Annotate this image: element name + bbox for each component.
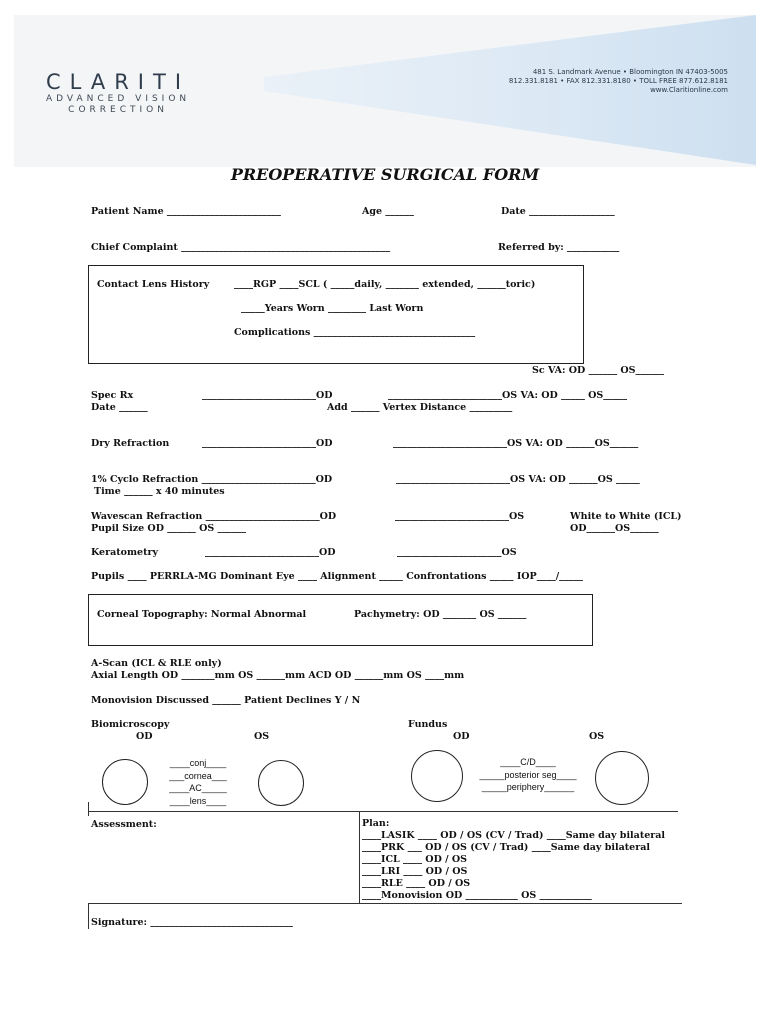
keratometry-os-field[interactable]: ______________________OS xyxy=(397,547,517,558)
bio-os-label: OS xyxy=(254,731,270,742)
white-to-white-label: White to White (ICL) xyxy=(570,511,682,522)
spec-rx-od-field[interactable]: ________________________OD xyxy=(202,390,333,401)
plan-lri[interactable]: ____LRI ____ OD / OS xyxy=(362,866,468,877)
fundus-label: Fundus xyxy=(408,719,448,730)
dry-refraction-label: Dry Refraction xyxy=(91,438,170,449)
cyclo-refraction-field[interactable]: 1% Cyclo Refraction ________________________OD xyxy=(91,474,333,485)
cyclo-time-field[interactable]: Time ______ x 40 minutes xyxy=(94,486,225,497)
signature-field[interactable]: Signature: ______________________________ xyxy=(91,917,293,928)
complications-field[interactable]: Complications __________________________________ xyxy=(234,327,476,338)
bio-os-eye-diagram[interactable] xyxy=(258,760,304,806)
address-block xyxy=(509,68,728,95)
age-field[interactable]: Age ______ xyxy=(362,206,414,217)
clariti-logo xyxy=(46,70,190,116)
website-line: www.Claritionline.com xyxy=(650,86,728,94)
plan-lasik[interactable]: ____LASIK ____ OD / OS (CV / Trad) ____Same day bilateral xyxy=(362,830,666,841)
cd-field[interactable]: ____C/D____ xyxy=(500,757,556,767)
logo-subtitle-2: CORRECTION xyxy=(68,105,168,115)
logo-text: CLARITI xyxy=(46,70,191,94)
patient-name-field[interactable]: Patient Name ________________________ xyxy=(91,206,281,217)
fundus-findings-list[interactable] xyxy=(470,756,586,794)
ascan-label: A-Scan (ICL & RLE only) xyxy=(91,658,222,669)
ac-field[interactable]: ____AC_____ xyxy=(169,783,227,793)
cyclo-os-field[interactable]: ________________________OS VA: OD ______OS _____ xyxy=(396,474,640,485)
axial-length-field[interactable]: Axial Length OD _______mm OS ______mm ACD OD ______mm OS ____mm xyxy=(91,670,465,681)
periphery-field[interactable]: _____periphery______ xyxy=(481,782,575,792)
fundus-od-label: OD xyxy=(453,731,470,742)
years-worn-field[interactable]: _____Years Worn ________ Last Worn xyxy=(241,303,424,314)
conj-field[interactable]: ____conj____ xyxy=(169,758,227,768)
pupils-exam-row[interactable]: Pupils ____ PERRLA-MG Dominant Eye ____ Alignment _____ Confrontations _____ IOP____/_____ xyxy=(91,571,583,582)
spec-rx-os-field[interactable]: ________________________OS VA: OD _____ OS_____ xyxy=(388,390,628,401)
add-vertex-field[interactable]: Add ______ Vertex Distance _________ xyxy=(327,402,513,413)
wavescan-field[interactable]: Wavescan Refraction ________________________OD xyxy=(91,511,337,522)
logo-subtitle-1: ADVANCED VISION xyxy=(46,94,191,104)
date-field[interactable]: Date __________________ xyxy=(501,206,615,217)
keratometry-label: Keratometry xyxy=(91,547,158,558)
spec-rx-label: Spec Rx xyxy=(91,390,134,401)
section-divider xyxy=(88,811,678,812)
monovision-discussed-field[interactable]: Monovision Discussed ______ Patient Declines Y / N xyxy=(91,695,361,706)
chief-complaint-field[interactable]: Chief Complaint ____________________________________________ xyxy=(91,242,391,253)
pupil-size-field[interactable]: Pupil Size OD ______ OS ______ xyxy=(91,523,247,534)
bio-findings-list[interactable] xyxy=(160,757,236,807)
letterhead xyxy=(14,15,756,167)
plan-label: Plan: xyxy=(362,818,390,829)
keratometry-od-field[interactable]: ________________________OD xyxy=(205,547,336,558)
plan-icl[interactable]: ____ICL ____ OD / OS xyxy=(362,854,468,865)
fundus-od-eye-diagram[interactable] xyxy=(411,750,463,802)
wavescan-os-field[interactable]: ________________________OS xyxy=(395,511,525,522)
plan-monovision[interactable]: ____Monovision OD ___________ OS ___________ xyxy=(362,890,592,901)
assessment-plan-divider xyxy=(359,811,360,903)
bottom-divider xyxy=(88,903,682,904)
pachymetry-field[interactable]: Pachymetry: OD _______ OS ______ xyxy=(354,609,527,620)
plan-prk[interactable]: ____PRK ___ OD / OS (CV / Trad) ____Same day bilateral xyxy=(362,842,650,853)
divider-tick xyxy=(88,802,89,816)
lens-type-fields[interactable]: ____RGP ____SCL ( _____daily, _______ extended, ______toric) xyxy=(234,279,536,290)
referred-by-field[interactable]: Referred by: ___________ xyxy=(498,242,620,253)
cornea-field[interactable]: ___cornea___ xyxy=(169,770,227,781)
plan-options-list[interactable] xyxy=(362,830,665,902)
biomicroscopy-label: Biomicroscopy xyxy=(91,719,170,730)
fundus-os-eye-diagram[interactable] xyxy=(595,751,649,805)
corneal-topography-field[interactable]: Corneal Topography: Normal Abnormal xyxy=(97,609,307,620)
white-to-white-field[interactable]: OD______OS______ xyxy=(570,523,659,534)
assessment-label: Assessment: xyxy=(91,819,157,830)
posterior-seg-field[interactable]: _____posterior seg____ xyxy=(479,769,577,780)
contact-lens-label: Contact Lens History xyxy=(97,279,210,290)
sc-va-field[interactable]: Sc VA: OD ______ OS______ xyxy=(532,365,665,376)
plan-rle[interactable]: ____RLE ____ OD / OS xyxy=(362,878,471,889)
dry-refraction-os-field[interactable]: ________________________OS VA: OD ______OS______ xyxy=(393,438,639,449)
signature-tick xyxy=(88,903,89,929)
lens-field[interactable]: ____lens____ xyxy=(169,795,227,806)
address-line: 481 S. Landmark Avenue • Bloomington IN 47403-5005 xyxy=(532,68,728,76)
topography-box xyxy=(88,594,593,646)
fundus-os-label: OS xyxy=(589,731,605,742)
phone-line: 812.331.8181 • FAX 812.331.8180 • TOLL FREE 877.612.8181 xyxy=(508,77,728,85)
bio-od-eye-diagram[interactable] xyxy=(102,759,148,805)
dry-refraction-od-field[interactable]: ________________________OD xyxy=(202,438,333,449)
form-title: PREOPERATIVE SURGICAL FORM xyxy=(230,165,540,184)
spec-rx-date-field[interactable]: Date ______ xyxy=(91,402,148,413)
bio-od-label: OD xyxy=(136,731,153,742)
